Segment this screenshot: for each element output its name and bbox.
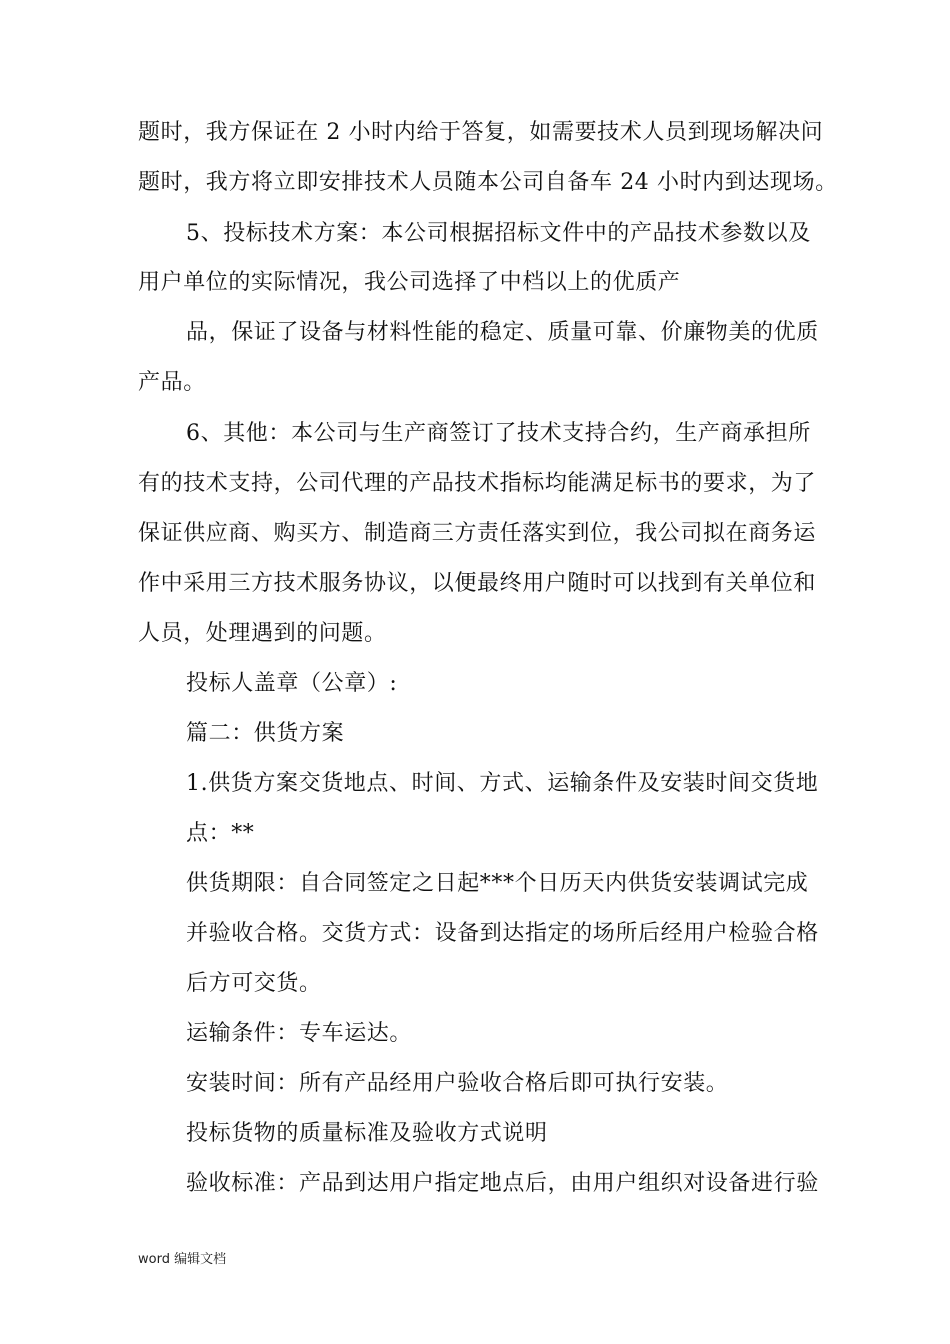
text-line-11: 人员，处理遇到的问题。 [138, 621, 387, 646]
text-line-9: 保证供应商、购买方、制造商三方责任落实到位，我公司拟在商务运 [138, 521, 817, 546]
text-line-6: 产品。 [138, 370, 206, 395]
text-line-21: 投标货物的质量标准及验收方式说明 [186, 1121, 548, 1146]
text-line-5: 品，保证了设备与材料性能的稳定、质量可靠、价廉物美的优质 [186, 320, 819, 345]
text-line-7: 6、其他：本公司与生产商签订了技术支持合约，生产商承担所 [186, 421, 811, 446]
text-line-3: 5、投标技术方案：本公司根据招标文件中的产品技术参数以及 [186, 221, 811, 246]
text-line-10: 作中采用三方技术服务协议，以便最终用户随时可以找到有关单位和 [138, 571, 817, 596]
text-line-2: 题时，我方将立即安排技术人员随本公司自备车 24 小时内到达现场。 [138, 170, 838, 195]
text-line-1: 题时，我方保证在 2 小时内给于答复，如需要技术人员到现场解决问 [138, 120, 824, 145]
text-line-20: 安装时间：所有产品经用户验收合格后即可执行安装。 [186, 1071, 729, 1096]
text-line-14: 1.供货方案交货地点、时间、方式、运输条件及安装时间交货地 [186, 771, 819, 796]
text-line-19: 运输条件：专车运达。 [186, 1021, 413, 1046]
text-line-22: 验收标准：产品到达用户指定地点后，由用户组织对设备进行验 [186, 1171, 819, 1196]
text-line-4: 用户单位的实际情况，我公司选择了中档以上的优质产 [138, 270, 681, 295]
text-line-12: 投标人盖章（公章）: [186, 671, 398, 696]
text-line-18: 后方可交货。 [186, 971, 322, 996]
text-line-15: 点：** [186, 821, 255, 846]
page-footer: word 编辑文档 [138, 1252, 227, 1267]
text-line-8: 有的技术支持，公司代理的产品技术指标均能满足标书的要求，为了 [138, 471, 817, 496]
text-line-13: 篇二：供货方案 [186, 721, 345, 746]
text-line-17: 并验收合格。交货方式：设备到达指定的场所后经用户检验合格 [186, 921, 819, 946]
text-line-16: 供货期限：自合同签定之日起***个日历天内供货安装调试完成 [186, 871, 809, 896]
